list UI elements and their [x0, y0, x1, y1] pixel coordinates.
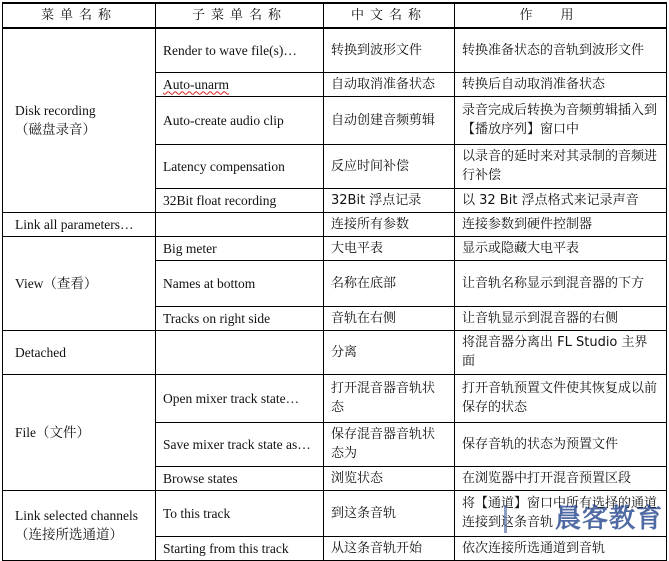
chinese-name-cell: 自动取消准备状态 [324, 72, 455, 96]
chinese-name-cell: 名称在底部 [324, 260, 455, 306]
function-cell: 将混音器分离出 FL Studio 主界面 [455, 330, 667, 374]
chinese-name-cell: 连接所有参数 [324, 212, 455, 236]
submenu-cell: Starting from this track [156, 536, 324, 560]
table-row [3, 212, 667, 236]
chinese-name-cell: 转换到波形文件 [324, 28, 455, 72]
function-cell: 将【通道】窗口中所有选择的通道连接到这条音轨 [455, 490, 667, 536]
chinese-name-cell: 到这条音轨 [324, 490, 455, 536]
menu-reference-table [2, 2, 667, 561]
menu-detached: Detached [3, 330, 156, 374]
function-cell: 保存音轨的状态为预置文件 [455, 422, 667, 466]
header-menu-name: 菜单名称 [3, 3, 156, 28]
header-row [3, 3, 667, 28]
function-cell: 依次连接所选通道到音轨 [455, 536, 667, 560]
table-row [3, 28, 667, 72]
submenu-cell: Save mixer track state as… [156, 422, 324, 466]
function-cell: 转换准备状态的音轨到波形文件 [455, 28, 667, 72]
submenu-cell [156, 212, 324, 236]
function-cell: 让音轨名称显示到混音器的下方 [455, 260, 667, 306]
watermark-logo-mark [504, 505, 521, 533]
chinese-name-cell: 分离 [324, 330, 455, 374]
chinese-name-cell: 32Bit 浮点记录 [324, 188, 455, 212]
submenu-cell: Names at bottom [156, 260, 324, 306]
table-row [3, 374, 667, 422]
submenu-cell: Tracks on right side [156, 306, 324, 330]
chinese-name-cell: 大电平表 [324, 236, 455, 260]
table-row [3, 490, 667, 536]
menu-disk-recording: Disk recording （磁盘录音） [3, 28, 156, 212]
submenu-cell: Auto-unarm [163, 76, 229, 92]
function-cell: 连接参数到硬件控制器 [455, 212, 667, 236]
chinese-name-cell: 打开混音器音轨状态 [324, 374, 455, 422]
function-cell: 打开音轨预置文件使其恢复成以前保存的状态 [455, 374, 667, 422]
table-row [3, 236, 667, 260]
menu-link-all-parameters: Link all parameters… [3, 212, 156, 236]
header-function: 作用 [455, 3, 667, 28]
function-cell: 录音完成后转换为音频剪辑插入到【播放序列】窗口中 [455, 96, 667, 144]
submenu-cell: Auto-create audio clip [156, 96, 324, 144]
function-cell: 显示或隐藏大电平表 [455, 236, 667, 260]
menu-link-selected-channels: Link selected channels （连接所选通道） [3, 490, 156, 560]
submenu-cell: Latency compensation [156, 144, 324, 188]
chinese-name-cell: 保存混音器音轨状态为 [324, 422, 455, 466]
header-submenu-name: 子菜单名称 [156, 3, 324, 28]
table-row [3, 330, 667, 374]
submenu-cell: Open mixer track state… [156, 374, 324, 422]
chinese-name-cell: 自动创建音频剪辑 [324, 96, 455, 144]
function-cell: 以 32 Bit 浮点格式来记录声音 [455, 188, 667, 212]
chinese-name-cell: 从这条音轨开始 [324, 536, 455, 560]
chinese-name-cell: 音轨在右侧 [324, 306, 455, 330]
function-cell: 转换后自动取消准备状态 [455, 72, 667, 96]
submenu-cell: Render to wave file(s)… [156, 28, 324, 72]
submenu-cell: 32Bit float recording [156, 188, 324, 212]
menu-view: View（查看） [3, 236, 156, 330]
submenu-cell: Browse states [156, 466, 324, 490]
submenu-cell: To this track [156, 490, 324, 536]
header-chinese-name: 中文名称 [324, 3, 455, 28]
submenu-cell [156, 330, 324, 374]
watermark-logo: 晨客教育 [554, 504, 663, 534]
chinese-name-cell: 浏览状态 [324, 466, 455, 490]
submenu-cell: Big meter [156, 236, 324, 260]
chinese-name-cell: 反应时间补偿 [324, 144, 455, 188]
menu-file: File（文件） [3, 374, 156, 490]
function-cell: 让音轨显示到混音器的右侧 [455, 306, 667, 330]
function-cell: 在浏览器中打开混音预置区段 [455, 466, 667, 490]
function-cell: 以录音的延时来对其录制的音频进行补偿 [455, 144, 667, 188]
